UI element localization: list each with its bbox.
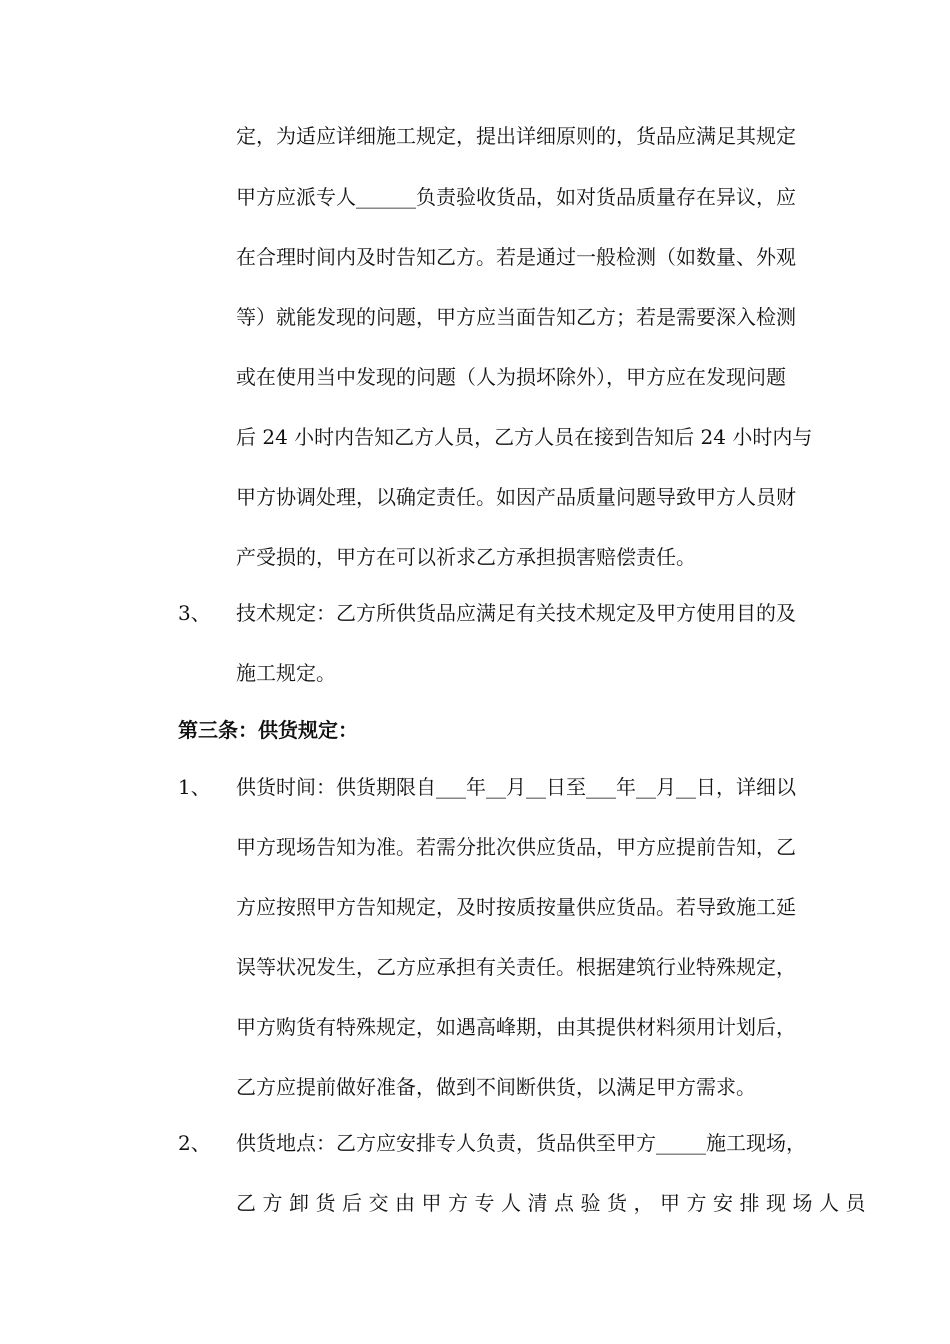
list-item-text: 施工规定。 <box>236 661 336 685</box>
paragraph-line: 甲方协调处理，以确定责任。如因产品质量问题导致甲方人员财 <box>236 485 796 509</box>
paragraph-line: 或在使用当中发现的问题（人为损坏除外），甲方应在发现问题 <box>236 365 786 389</box>
paragraph-line: 产受损的，甲方在可以祈求乙方承担损害赔偿责任。 <box>236 545 696 569</box>
list-item-number: 1、 <box>178 775 211 799</box>
list-item-text: 甲方购货有特殊规定，如遇高峰期，由其提供材料须用计划后， <box>236 1015 796 1039</box>
list-item-number: 2、 <box>178 1131 211 1155</box>
list-item-text: 误等状况发生，乙方应承担有关责任。根据建筑行业特殊规定， <box>236 955 796 979</box>
list-item-number: 3、 <box>178 601 211 625</box>
list-item-text: 甲方现场告知为准。若需分批次供应货品，甲方应提前告知，乙 <box>236 835 796 859</box>
list-item-text: 供货地点：乙方应安排专人负责，货品供至甲方_____施工现场， <box>236 1131 806 1155</box>
paragraph-line: 后 24 小时内告知乙方人员，乙方人员在接到告知后 24 小时内与 <box>236 425 813 449</box>
paragraph-line: 甲方应派专人______负责验收货品，如对货品质量存在异议，应 <box>236 185 796 209</box>
list-item-text: 方应按照甲方告知规定，及时按质按量供应货品。若导致施工延 <box>236 895 796 919</box>
paragraph-line: 等）就能发现的问题，甲方应当面告知乙方；若是需要深入检测 <box>236 305 796 329</box>
list-item-text: 技术规定：乙方所供货品应满足有关技术规定及甲方使用目的及 <box>236 601 796 625</box>
list-item-text: 乙方卸货后交由甲方专人清点验货，甲方安排现场人员 <box>236 1191 872 1215</box>
paragraph-line: 在合理时间内及时告知乙方。若是通过一般检测（如数量、外观 <box>236 245 796 269</box>
list-item-text: 供货时间：供货期限自___年__月__日至___年__月__日，详细以 <box>236 775 796 799</box>
list-item-text: 乙方应提前做好准备，做到不间断供货，以满足甲方需求。 <box>236 1075 756 1099</box>
paragraph-line: 定，为适应详细施工规定，提出详细原则的，货品应满足其规定 <box>236 124 796 148</box>
section-heading: 第三条：供货规定： <box>178 718 358 742</box>
